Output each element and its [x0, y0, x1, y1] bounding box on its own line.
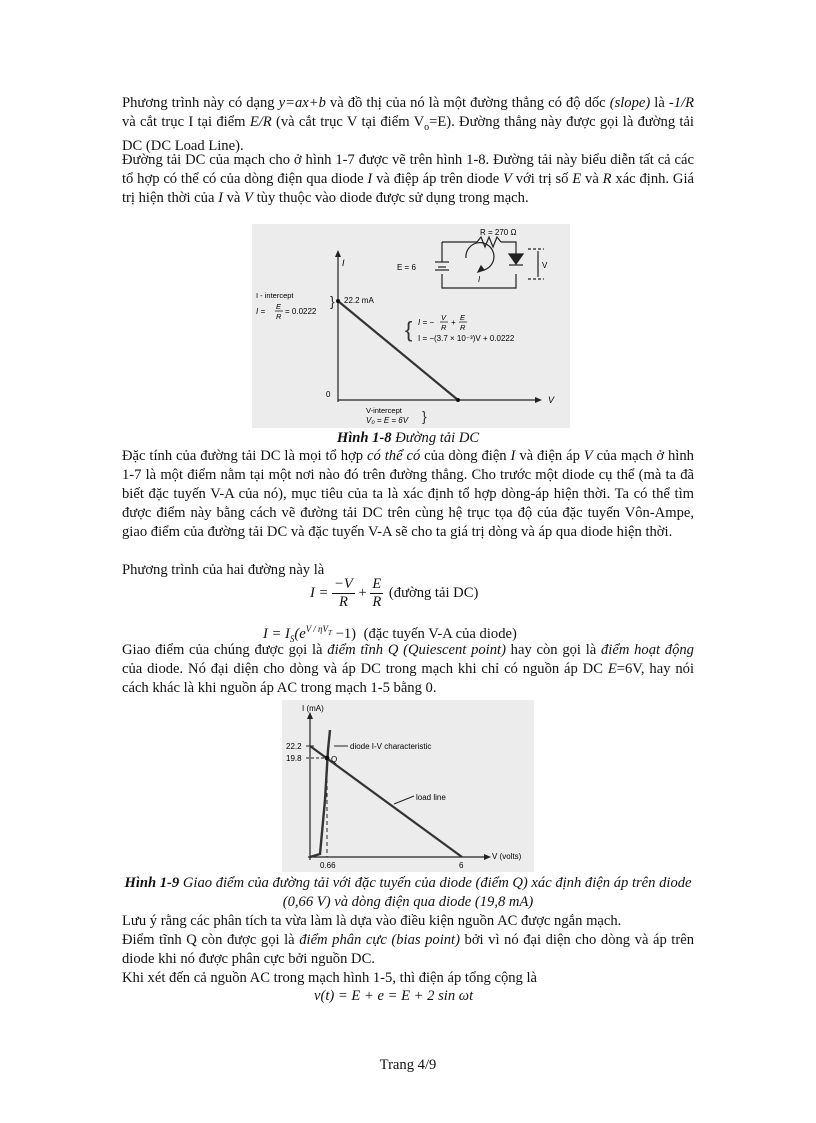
x-axis-label: V (volts) — [492, 852, 522, 861]
figure-1-8-caption: Hình 1-8 Đường tải DC — [336, 430, 480, 446]
load-eq-a-v: V — [441, 313, 447, 322]
paragraph-2: Đường tải DC của mạch cho ở hình 1-7 được vẽ trên hình 1-8. Đường tải này biểu diễn tất cả các tổ hợp có thể có của dòng điện qua diode I và điệp áp trên diode V với trị số E và R xác định. Giá trị hiện thời của I và V tùy thuộc vào diode được sử dụng trong mạch. — [122, 152, 694, 206]
q-point-label: Q — [331, 755, 338, 764]
current-label: I — [478, 275, 481, 284]
i-intercept-value: = 0.0222 — [285, 307, 317, 316]
v-axis-label: V — [548, 395, 555, 405]
load-line — [338, 301, 458, 400]
load-line-graph — [252, 224, 570, 428]
q-point-graph — [282, 700, 534, 872]
source-label: E = 6 — [397, 263, 416, 272]
q-point-marker — [325, 756, 330, 761]
v-intercept-eq: V₀ = E = 6V — [366, 416, 409, 425]
figure-dc-load-line — [252, 224, 570, 428]
load-eq-a-r2: R — [460, 323, 466, 332]
equation-load-line: I = $\frac{-V}{R}$ + $\frac{E}{R}$ (đường tải DC) — [310, 576, 479, 610]
figure-1-9-caption: Hình 1-9 Giao điểm của đường tải với đặc tuyến của diode (điểm Q) xác định điện áp trên diode (0,66 V) và dòng điện qua diode (19,8 mA) — [124, 875, 692, 910]
paragraph-6: Lưu ý rằng các phân tích ta vừa làm là dựa vào điều kiện nguồn AC được ngắn mạch. — [122, 913, 622, 929]
diode-char-label: diode I-V characteristic — [350, 742, 432, 751]
resistor-label: R = 270 Ω — [480, 228, 517, 237]
load-eq-a-r: R — [441, 323, 447, 332]
y-axis-label: I (mA) — [302, 704, 324, 713]
load-eq-a-plus: + — [451, 318, 456, 327]
x-tick-0-66: 0.66 — [320, 861, 336, 870]
y-tick-19-8: 19.8 — [286, 754, 302, 763]
paragraph-1: Phương trình này có dạng y=ax+b và đồ thị của nó là một đường thẳng có độ dốc (slope) là -1/R và cắt trục I tại điểm E/R (và cắt trục V tại điểm $V_o=E$). Đường thẳng này được gọi là đường tải DC (DC Load Line). — [122, 95, 694, 154]
i-axis-label: I — [342, 258, 345, 268]
i-intercept-ma: 22.2 mA — [344, 296, 374, 305]
figure-q-point — [282, 700, 534, 872]
svg-text:}: } — [422, 408, 427, 424]
equation-total-voltage: v(t) = E + e = E + 2 sin ωt — [314, 988, 474, 1004]
paragraph-3: Đặc tính của đường tải DC là mọi tổ hợp có thể có của dòng điện I và điện áp V của mạch ở hình 1-7 là một điểm nằm tại một nơi nào đó trên đường thẳng. Cho trước một diode cụ thể (mà ta đã biết đặc tuyến V-A của nó), mục tiêu của ta là xác định tổ hợp dòng-áp hiện thời. Ta có thể tìm được điểm này bằng cách vẽ đường tải DC trên cùng hệ trục tọa độ của đặc tuyến Vôn-Ampe, giao điểm của đường tải DC và đặc tuyến V-A sẽ cho ta giá trị dòng và áp qua diode hiện thời. — [122, 448, 694, 540]
v-intercept-title: V-intercept — [366, 406, 402, 415]
diode-voltage-label: V — [542, 261, 548, 270]
page-number: Trang 4/9 — [379, 1057, 437, 1073]
origin-label: 0 — [326, 390, 331, 399]
paragraph-5: Giao điểm của chúng được gọi là điểm tĩnh Q (Quiescent point) hay còn gọi là điểm hoạt động của diode. Nó đại diện cho dòng và áp DC trong mạch khi chỉ có nguồn áp DC E=6V, hay nói cách khác là khi nguồn áp AC trong mạch 1-5 bằng 0. — [122, 642, 694, 696]
svg-text:{: { — [405, 317, 413, 342]
i-intercept-title: I - intercept — [256, 291, 294, 300]
i-intercept-eq-num: E — [276, 302, 282, 311]
load-line-label: load line — [416, 793, 446, 802]
i-intercept-eq-den: R — [276, 312, 282, 321]
x-tick-6: 6 — [459, 861, 464, 870]
svg-text:}: } — [330, 293, 335, 309]
paragraph-4: Phương trình của hai đường này là — [122, 562, 325, 578]
load-eq-b: I = −(3.7 × 10⁻³)V + 0.0222 — [418, 334, 515, 343]
load-eq-a-lhs: I = − — [418, 318, 435, 327]
load-eq-a-e: E — [460, 313, 466, 322]
i-intercept-eq-lhs: I = — [256, 307, 266, 316]
y-tick-22-2: 22.2 — [286, 742, 302, 751]
paragraph-7: Điểm tĩnh Q còn được gọi là điểm phân cực (bias point) bởi vì nó đại diện cho dòng và áp trên diode khi nó được phân cực bởi nguồn DC. — [122, 932, 694, 967]
equation-diode: $I = I_S(e^{V / \eta V_T} -1)$ (đặc tuyến V-A của diode) — [263, 624, 517, 644]
circuit-diagram — [435, 237, 544, 288]
paragraph-8: Khi xét đến cả nguồn AC trong mạch hình 1-5, thì điện áp tổng cộng là — [122, 970, 538, 986]
